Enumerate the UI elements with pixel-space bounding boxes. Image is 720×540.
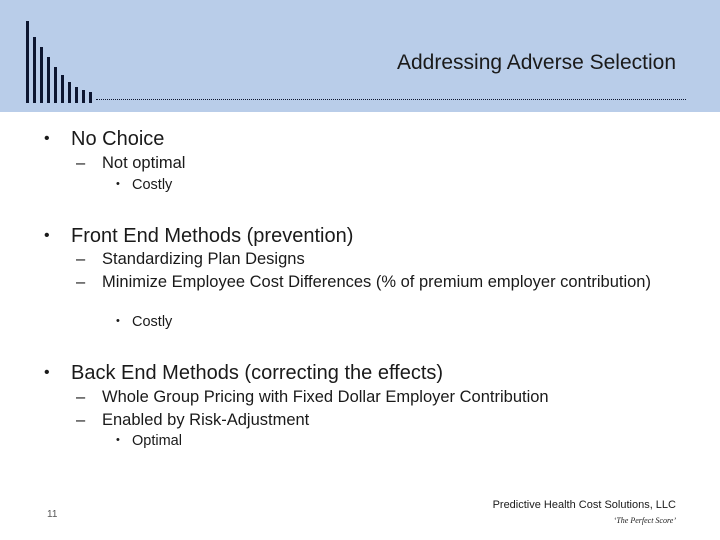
- subpoint-text: Standardizing Plan Designs: [102, 250, 305, 268]
- subpoint-text: Whole Group Pricing with Fixed Dollar Employer Contribution: [102, 388, 549, 406]
- subpoint: [76, 273, 656, 292]
- bullet-no-choice: [44, 128, 164, 151]
- bullet-text: Front End Methods (prevention): [71, 225, 354, 247]
- footer-tagline: ‘The Perfect Score’: [613, 516, 676, 525]
- bullet-dot: •: [44, 364, 50, 381]
- bullet-dot: •: [44, 227, 50, 244]
- subpoint-text: Minimize Employee Cost Differences (% of premium employer contribution): [102, 273, 651, 291]
- sub-dash: –: [76, 154, 86, 172]
- sub-dash: –: [76, 273, 86, 291]
- subpoint: [76, 411, 656, 430]
- bullet-dot: •: [44, 130, 50, 147]
- bullet-back-end-methods: [44, 362, 443, 385]
- subpoint: [76, 154, 636, 173]
- bullet-front-end-methods: [44, 225, 353, 248]
- note-dot: •: [116, 434, 120, 446]
- sub-dash: –: [76, 250, 86, 268]
- footer-company: Predictive Health Cost Solutions, LLC: [492, 499, 676, 511]
- bullet-text: Back End Methods (correcting the effects): [71, 362, 444, 384]
- subpoint-text: Not optimal: [102, 154, 186, 172]
- page-number: 11: [47, 509, 58, 520]
- note-text: Costly: [132, 314, 173, 330]
- note: [116, 177, 172, 193]
- note: [116, 433, 182, 449]
- note: [116, 314, 172, 330]
- sub-dash: –: [76, 411, 86, 429]
- subpoint: [76, 250, 656, 269]
- note-text: Costly: [132, 177, 173, 193]
- subpoint: [76, 388, 656, 407]
- slide-title: Addressing Adverse Selection: [397, 51, 676, 74]
- sub-dash: –: [76, 388, 86, 406]
- subpoint-text: Enabled by Risk-Adjustment: [102, 411, 310, 429]
- note-text: Optimal: [132, 433, 182, 449]
- bullet-text: No Choice: [71, 128, 165, 150]
- note-dot: •: [116, 315, 120, 327]
- note-dot: •: [116, 178, 120, 190]
